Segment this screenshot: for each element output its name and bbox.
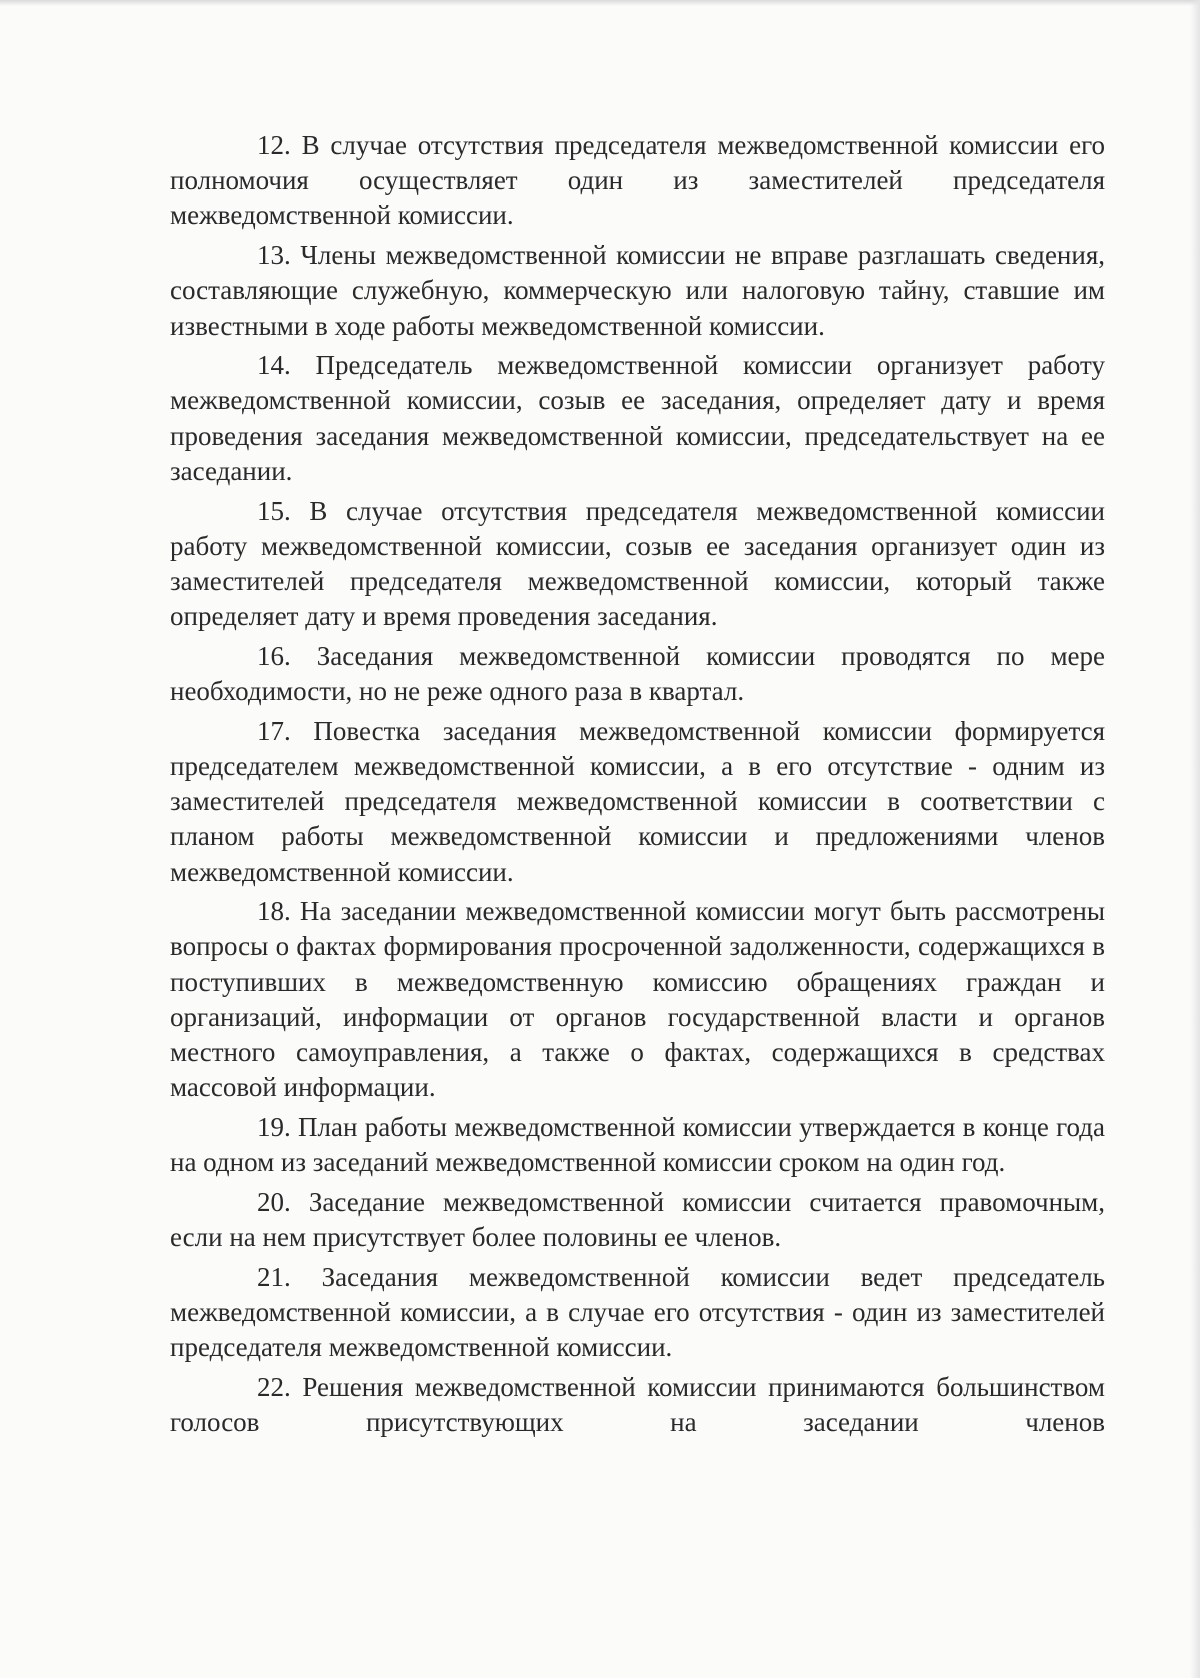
clause-19: 19. План работы межведомственной комиссии утверждается в конце года на одном из заседаний межведомственной комиссии сроком на один год. <box>170 1111 1105 1178</box>
clause-14: 14. Председатель межведомственной комиссии организует работу межведомственной комиссии, созыв ее заседания, определяет дату и время проведения заседания межведомственной комиссии, председательствует на ее заседании. <box>170 350 1105 486</box>
clause-17: 17. Повестка заседания межведомственной комиссии формируется председателем межведомственной комиссии, а в его отсутствие - одним из заместителей председателя межведомственной комиссии в соответствии с планом работы межведомственной комиссии и предложениями членов межведомственной комиссии. <box>170 715 1105 887</box>
clause-13: 13. Члены межведомственной комиссии не вправе разглашать сведения, составляющие служебную, коммерческую или налоговую тайну, ставшие им известными в ходе работы межведомственной комиссии. <box>170 240 1105 341</box>
clause-18: 18. На заседании межведомственной комиссии могут быть рассмотрены вопросы о фактах формирования просроченной задолженности, содержащихся в поступивших в межведомственную комиссию обращениях граждан и организаций, информации от органов государственной власти и органов местного самоуправления, а также о фактах, содержащихся в средствах массовой информации. <box>170 896 1105 1103</box>
clause-22: 22. Решения межведомственной комиссии принимаются большинством голосов присутствующих на заседании членов <box>170 1371 1105 1438</box>
clause-21: 21. Заседания межведомственной комиссии ведет председатель межведомственной комиссии, а в случае его отсутствия - один из заместителей председателя межведомственной комиссии. <box>170 1261 1105 1363</box>
document-body <box>170 128 1105 1445</box>
scan-edge-right <box>1190 0 1200 1678</box>
clause-16: 16. Заседания межведомственной комиссии проводятся по мере необходимости, но не реже одного раза в квартал. <box>170 640 1105 707</box>
clause-20: 20. Заседание межведомственной комиссии считается правомочным, если на нем присутствует более половины ее членов. <box>170 1186 1105 1253</box>
clause-15: 15. В случае отсутствия председателя межведомственной комиссии работу межведомственной комиссии, созыв ее заседания организует один из заместителей председателя межведомственной комиссии, который также определяет дату и время проведения заседания. <box>170 495 1105 632</box>
scan-edge-top <box>0 0 1200 6</box>
clause-12: 12. В случае отсутствия председателя межведомственной комиссии его полномочия осуществляет один из заместителей председателя межведомственной комиссии. <box>170 130 1105 231</box>
